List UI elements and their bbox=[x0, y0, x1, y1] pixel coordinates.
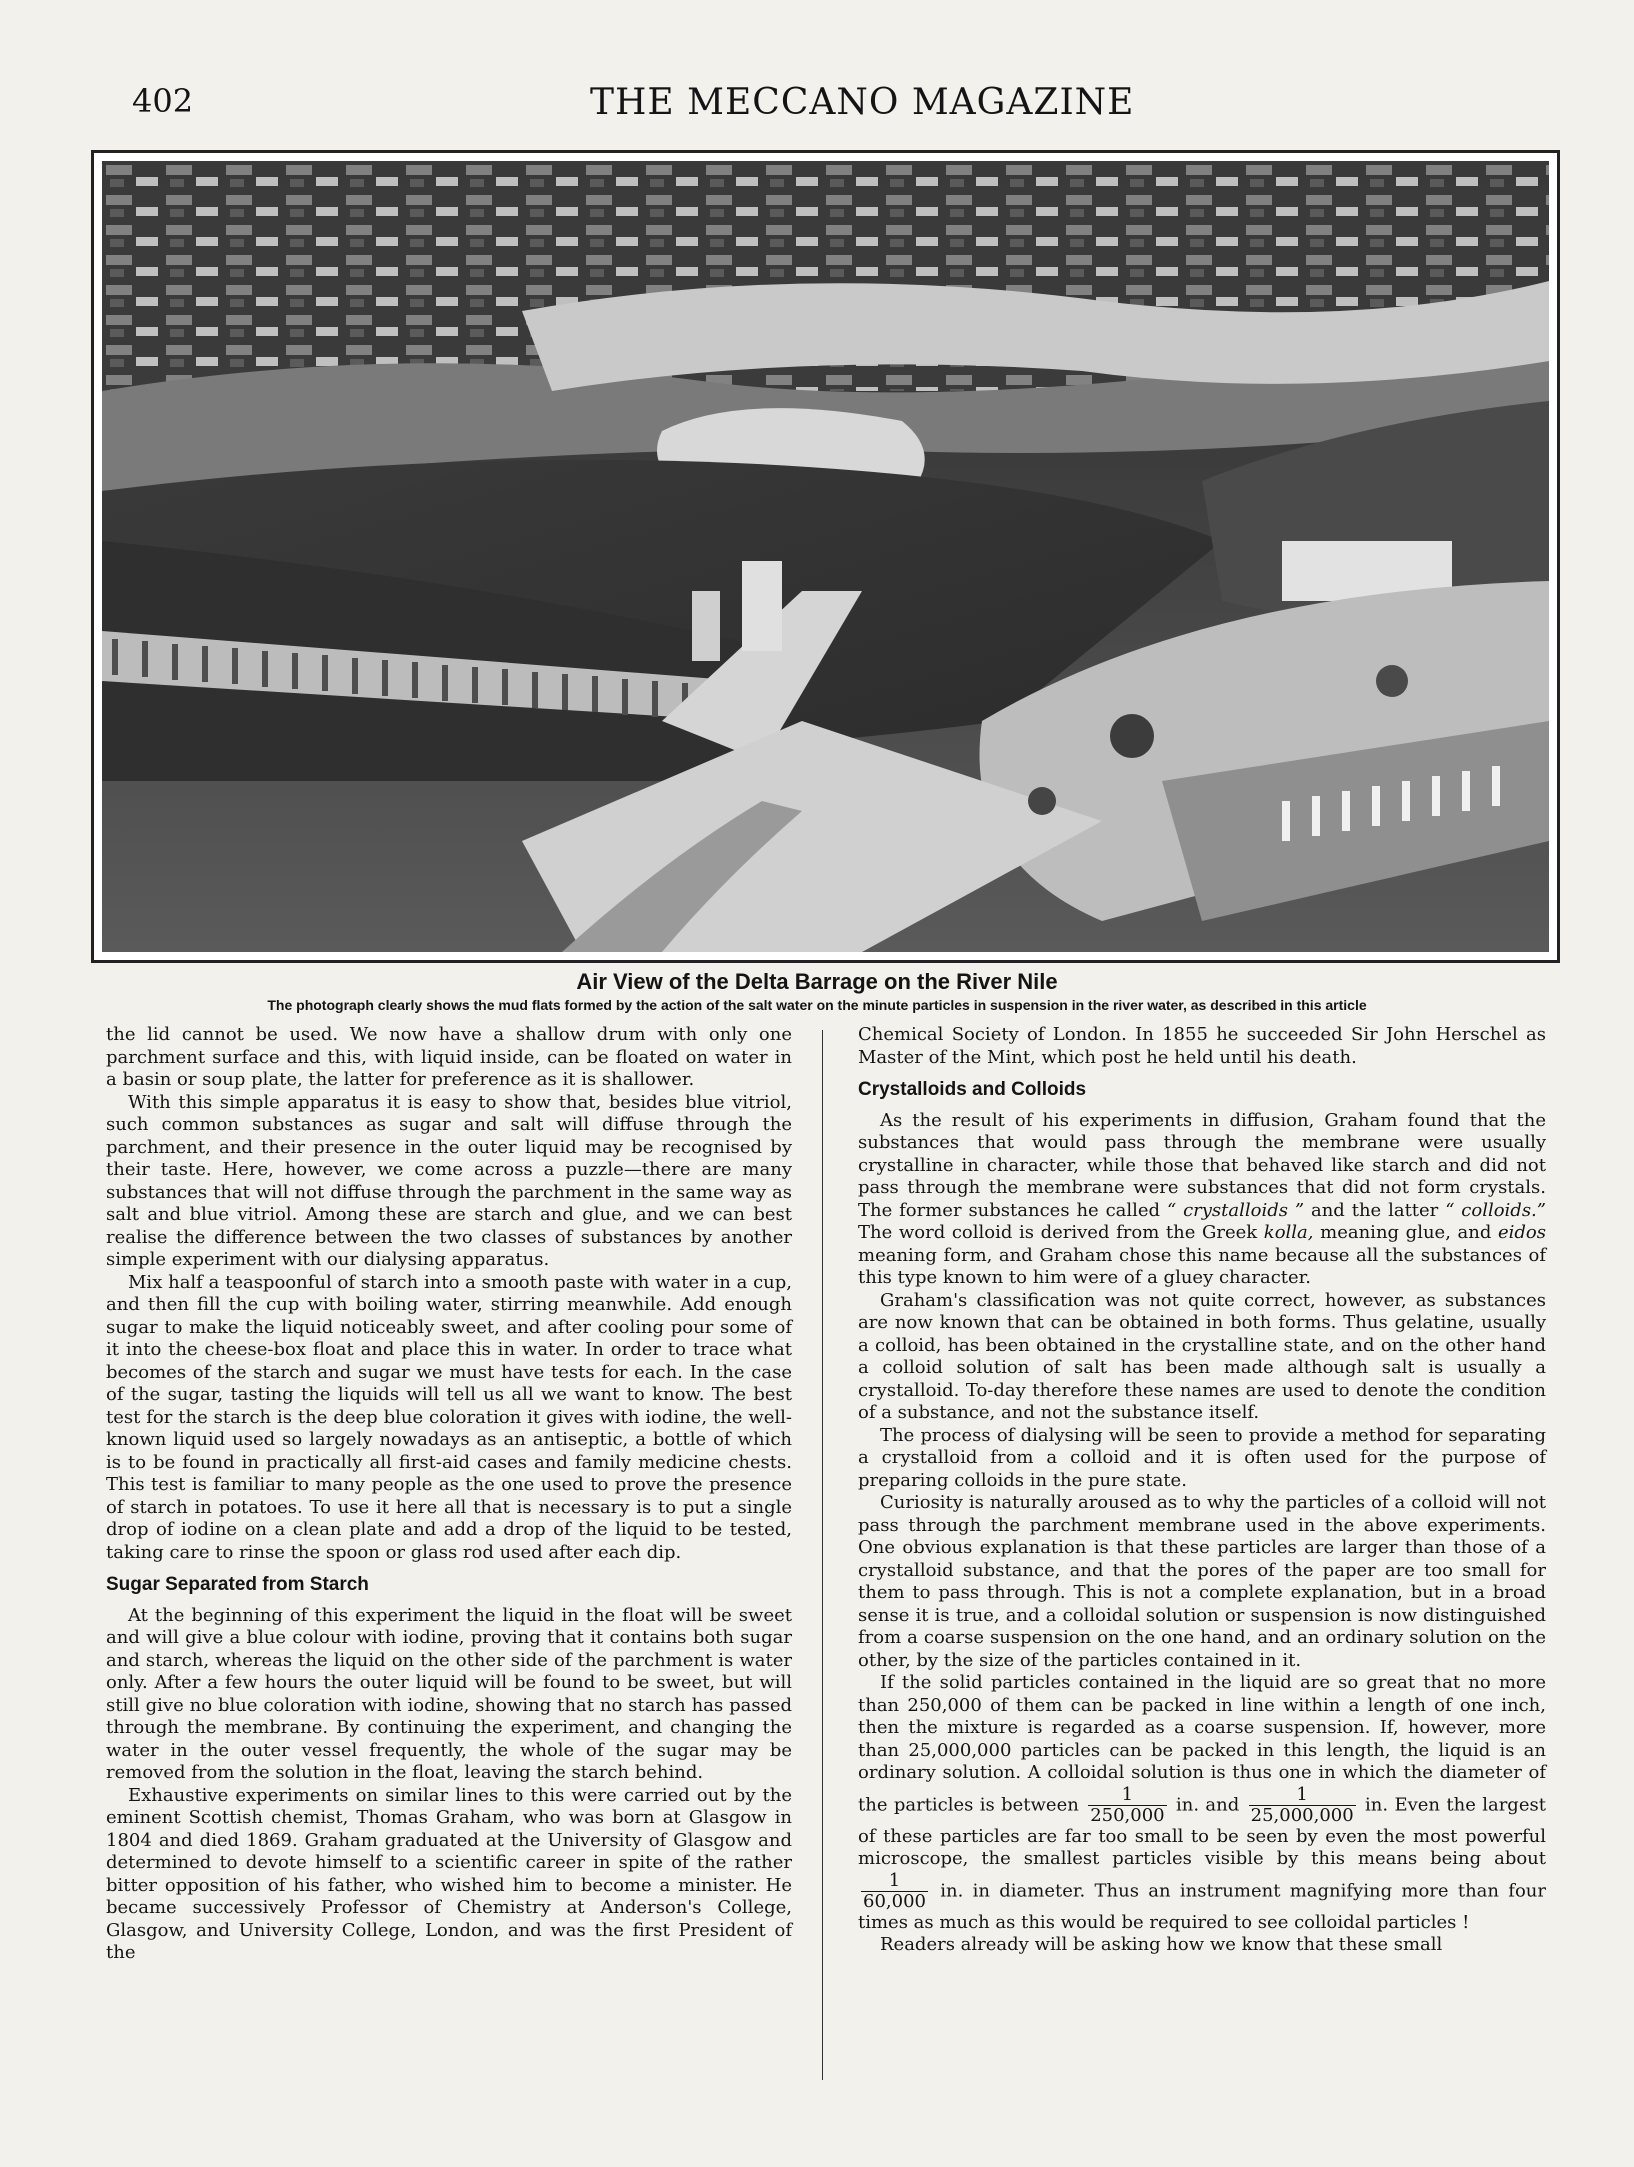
text-run: The word colloid is derived from the Greek bbox=[858, 1222, 1258, 1243]
fraction-denominator: 250,000 bbox=[1090, 1804, 1165, 1826]
text-run: meaning glue, and bbox=[1320, 1222, 1492, 1243]
column-divider bbox=[822, 1030, 823, 2080]
photo-caption-text: The photograph clearly shows the mud flats formed by the action of the salt water on the minute particles in suspension in the river water, as described in this article bbox=[267, 997, 1367, 1013]
aerial-photo-illustration bbox=[102, 161, 1549, 952]
fraction-denominator: 60,000 bbox=[863, 1890, 926, 1912]
term-eidos: eidos bbox=[1498, 1222, 1547, 1243]
text-run: in. in diameter. Thus an instrument magnifying more than four times as much as this would be required to see colloidal particles ! bbox=[858, 1880, 1546, 1933]
text-run: As the result of his experiments in diffusion, Graham found that the substances that would pass through the membrane were usually crystalline in character, while those that behaved like starch and did not pass through the membrane were substances that did not form crystals. The former substances he called bbox=[858, 1109, 1546, 1221]
text-run: meaning form, and Graham chose this name because all the substances of this type known to him were of a gluey character. bbox=[858, 1244, 1546, 1288]
delta-barrage-photo bbox=[91, 150, 1560, 963]
term-crystalloids: “ crystalloids ” bbox=[1166, 1199, 1305, 1221]
page-number: 402 bbox=[132, 82, 194, 120]
paragraph: Mix half a teaspoonful of starch into a smooth paste with water in a cup, and then fill the cup with boiling water, stirring meanwhile. Add enough sugar to make the liquid noticeably sweet, and after cooling pour some of it into the cheese-box float and place this in water. In order to trace what becomes of the starch and sugar we must have tests for each. In the case of the sugar, tasting the liquids will tell us all we want to know. The best test for the starch is the deep blue coloration it gives with iodine, the well-known liquid used so largely nowadays as an antiseptic, a bottle of which is to be found in practically all first-aid cases and family medicine chests. This test is familiar to many people as the one used to prove the presence of starch in potatoes. To use it here all that is necessary is to put a single drop of iodine on a clean plate and add a drop of the liquid to be tested, taking care to rinse the spoon or glass rod used after each dip. bbox=[106, 1271, 792, 1563]
paragraph: The process of dialysing will be seen to provide a method for separating a crystalloid from a colloid and it is often used for the purpose of preparing colloids in the pure state. bbox=[858, 1424, 1546, 1491]
fraction-denominator: 25,000,000 bbox=[1250, 1804, 1354, 1826]
fraction bbox=[1088, 1785, 1166, 1826]
left-column bbox=[106, 1024, 792, 1965]
magazine-title: THE MECCANO MAGAZINE bbox=[590, 82, 1135, 123]
text-run: in. Even the largest of these particles are far too small to be seen by even the most powerful microscope, the smallest particles visible by this means being about bbox=[858, 1794, 1546, 1869]
fraction-numerator: 1 bbox=[1249, 1785, 1356, 1806]
paragraph: At the beginning of this experiment the liquid in the float will be sweet and will give a blue colour with iodine, proving that it contains both sugar and starch, whereas the liquid on the other side of the parchment is water only. After a few hours the outer liquid will be found to be sweet, but will still give no blue coloration with iodine, showing that no starch has passed through the membrane. By continuing the experiment, and changing the water in the outer vessel frequently, the whole of the sugar may be removed from the solution in the float, leaving the starch behind. bbox=[106, 1604, 792, 1783]
text-run: and the latter bbox=[1310, 1199, 1439, 1221]
paragraph: Exhaustive experiments on similar lines to this were carried out by the eminent Scottish chemist, Thomas Graham, who was born at Glasgow in 1804 and died 1869. Graham graduated at the University of Glasgow and determined to devote himself to a scientific career in spite of the rather bitter opposition of his father, who wished him to become a minister. He became successively Professor of Chemistry at Anderson's College, Glasgow, and University College, London, and was the first President of the bbox=[106, 1784, 792, 1963]
fraction-numerator: 1 bbox=[1088, 1785, 1166, 1806]
text-run: in. and bbox=[1175, 1794, 1240, 1815]
paragraph: the lid cannot be used. We now have a shallow drum with only one parchment surface and this, with liquid inside, can be floated on water in a basin or soup plate, the latter for preference as it is shallower. bbox=[106, 1024, 792, 1090]
paragraph: Graham's classification was not quite correct, however, as substances are now known that can be obtained in both forms. Thus gelatine, usually a colloid, has been obtained in the crystalline state, and on the other hand a colloid solution of salt has been made although salt is usually a crystalloid. To-day therefore these names are used to denote the condition of a substance, and not the substance itself. bbox=[858, 1289, 1546, 1423]
paragraph: Chemical Society of London. In 1855 he succeeded Sir John Herschel as Master of the Mint, which post he held until his death. bbox=[858, 1024, 1546, 1068]
term-kolla: kolla, bbox=[1263, 1222, 1314, 1243]
section-heading: Crystalloids and Colloids bbox=[858, 1079, 1087, 1100]
paragraph: Curiosity is naturally aroused as to why the particles of a colloid will not pass through the parchment membrane used in the above experiments. One obvious explanation is that these particles are larger than those of a crystalloid substance, and that the pores of the paper are too small for them to pass through. This is not a complete explanation, but in a broad sense it is true, and a colloidal solution or suspension is now distinguished from a coarse suspension on the one hand, and an ordinary solution on the other, by the size of the particles contained in it. bbox=[858, 1492, 1546, 1671]
paragraph bbox=[858, 1672, 1546, 1934]
paragraph bbox=[858, 1110, 1546, 1290]
paragraph: Readers already will be asking how we know that these small bbox=[880, 1934, 1443, 1955]
paragraph: With this simple apparatus it is easy to show that, besides blue vitriol, such common substances as sugar and salt will diffuse through the parchment, and their presence in the outer liquid may be recognised by their taste. Here, however, we come across a puzzle—there are many substances that will not diffuse through the parchment in the same way as salt and blue vitriol. Among these are starch and glue, and we can best realise the difference between the two classes of substances by another simple experiment with our dialysing apparatus. bbox=[106, 1091, 792, 1270]
text-run: If the solid particles contained in the liquid are so great that no more than 250,000 of them can be packed in line within a length of one inch, then the mixture is regarded as a coarse suspension. If, however, more than 25,000,000 particles can be packed in this length, the liquid is an ordinary solution. A colloidal solution is thus one in which the diameter of the particles is between bbox=[858, 1672, 1546, 1815]
fraction bbox=[861, 1871, 928, 1912]
section-heading: Sugar Separated from Starch bbox=[106, 1574, 369, 1595]
fraction bbox=[1249, 1785, 1356, 1826]
photo-caption-title: Air View of the Delta Barrage on the River Nile bbox=[576, 969, 1058, 994]
fraction-numerator: 1 bbox=[861, 1871, 928, 1892]
term-colloids: “ colloids.” bbox=[1445, 1199, 1546, 1221]
right-column bbox=[858, 1024, 1546, 1957]
